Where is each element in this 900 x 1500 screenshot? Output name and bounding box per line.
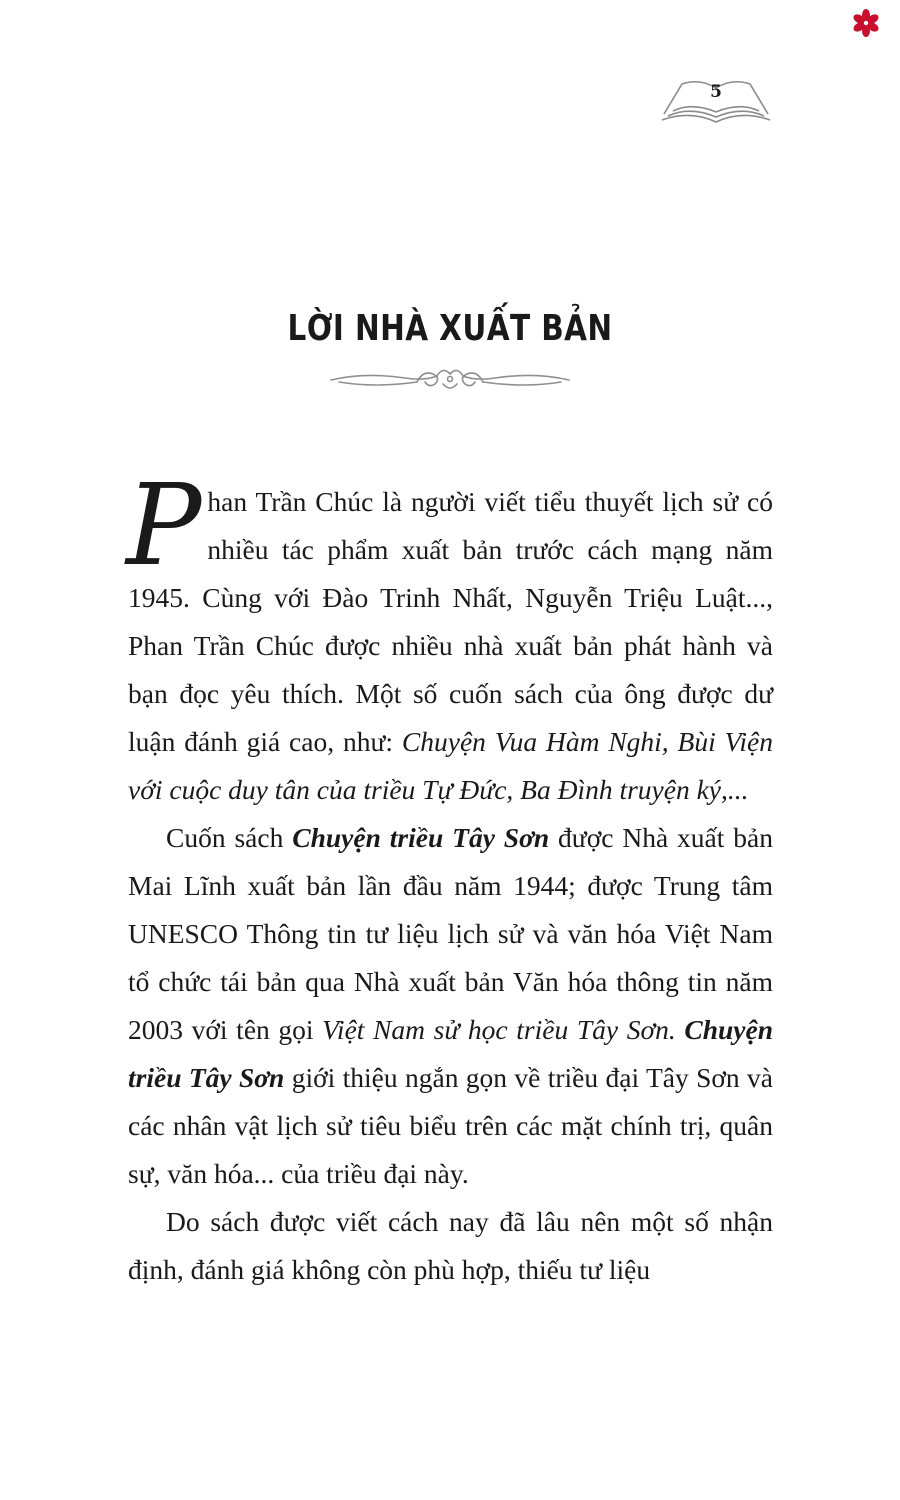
paragraph-2-text-d: giới thiệu ngắn gọn về triều đại Tây Sơn và các nhân vật lịch sử tiêu biểu trên các mặt chính trị, quân sự, văn hóa... của triều đại này. <box>128 1062 773 1189</box>
page-number-badge <box>660 70 772 126</box>
page-number: 5 <box>710 82 722 102</box>
drop-cap: P <box>126 461 202 591</box>
book-titles-italic: Chuyện Vua Hàm Nghi, Bùi Viện với cuộc duy tân của triều Tự Đức, Ba Đình truyện ký,... <box>128 726 773 805</box>
book-title-bold-1: Chuyện triều Tây Sơn <box>292 822 550 853</box>
publisher-flower-icon <box>851 8 881 38</box>
paragraph-3-text: Do sách được viết cách nay đã lâu nên một số nhận định, đánh giá không còn phù hợp, thiếu tư liệu <box>128 1206 773 1285</box>
alt-title-italic: Việt Nam sử học triều Tây Sơn. <box>322 1014 676 1045</box>
foreword-body <box>126 461 774 1294</box>
paragraph-1 <box>126 461 773 814</box>
flourish-divider-icon <box>325 362 575 398</box>
section-title: LỜI NHÀ XUẤT BẢN <box>287 308 613 349</box>
paragraph-2-text-b: được Nhà xuất bản Mai Lĩnh xuất bản lần đầu năm 1944; được Trung tâm UNESCO Thông tin tư liệu lịch sử và văn hóa Việt Nam tổ chức tái bản qua Nhà xuất bản Văn hóa thông tin năm 2003 với tên gọi <box>128 822 773 1045</box>
paragraph-2 <box>128 814 773 1198</box>
paragraph-1-text: han Trần Chúc là người viết tiểu thuyết lịch sử có nhiều tác phẩm xuất bản trước cách mạng năm 1945. Cùng với Đào Trinh Nhất, Nguyễn Triệu Luật..., Phan Trần Chúc được nhiều nhà xuất bản phát hành và bạn đọc yêu thích. Một số cuốn sách của ông được dư luận đánh giá cao, như: <box>128 486 773 757</box>
paragraph-3 <box>128 1198 773 1294</box>
book-title-bold-2: Chuyện triều Tây Sơn <box>128 1014 774 1093</box>
paragraph-2-text-a: Cuốn sách <box>166 822 293 853</box>
